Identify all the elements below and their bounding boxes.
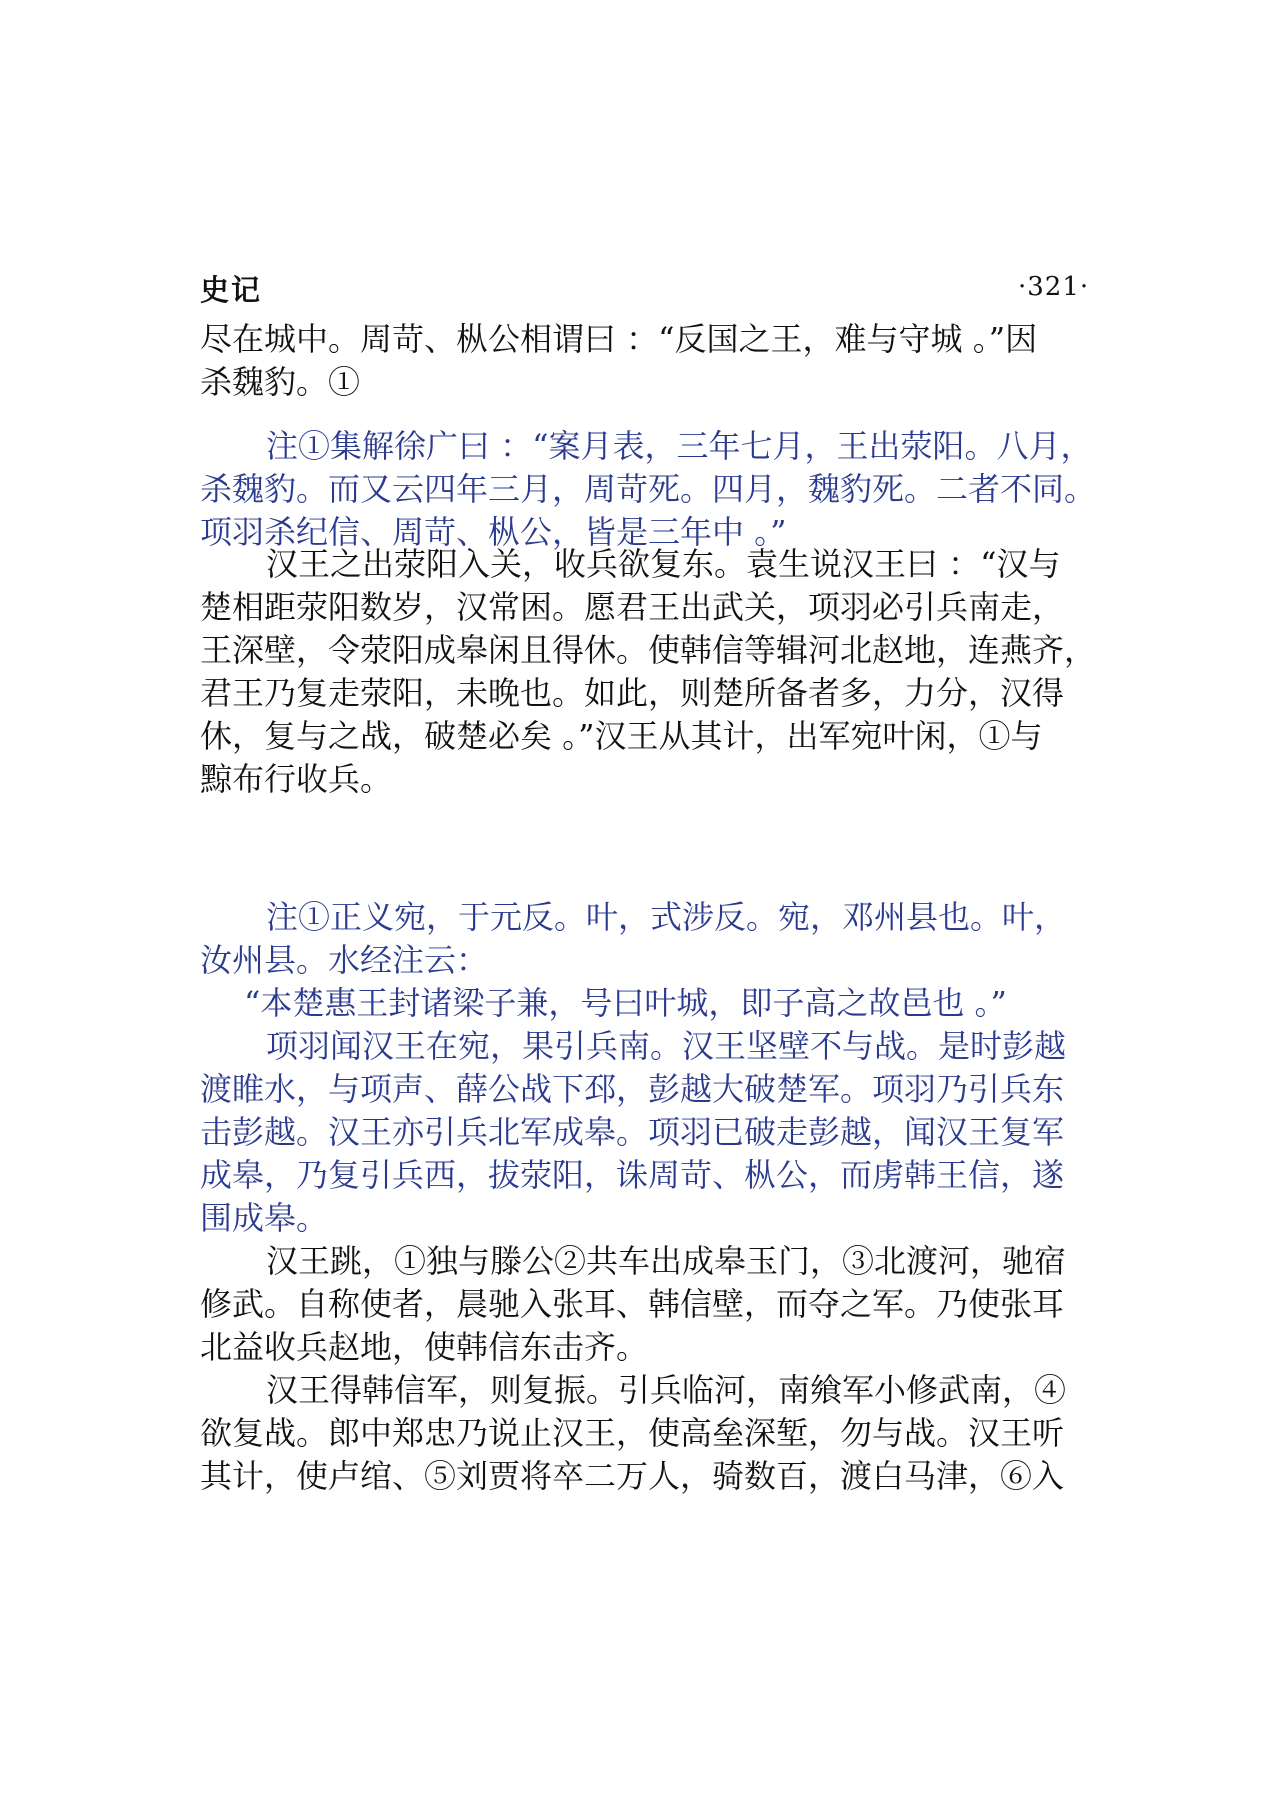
note-line: 注①正义宛，于元反。叶，式涉反。宛，邓州县也。叶， <box>266 898 1067 936</box>
note-paragraph-1 <box>200 425 1100 554</box>
text-line: 北益收兵赵地，使韩信东击齐。 <box>200 1328 649 1366</box>
text-line: 渡睢水，与项声、薛公战下邳，彭越大破楚军。项羽乃引兵东 <box>200 1070 1065 1108</box>
text-line: 项羽闻汉王在宛，果引兵南。汉王坚壁不与战。是时彭越 <box>266 1027 1067 1065</box>
paragraph-main-3 <box>200 1025 1100 1240</box>
note-line: 杀魏豹。而又云四年三月，周苛死。四月，魏豹死。二者不同。 <box>200 470 1097 508</box>
note-line: 注①集解徐广曰 ：“案月表，三年七月，王出荥阳。八月， <box>266 427 1093 465</box>
text-line: 王深壁，令荥阳成皋闲且得休。使韩信等辑河北赵地，连燕齐， <box>200 631 1097 669</box>
text-line: 击彭越。汉王亦引兵北军成皋。项羽已破走彭越，闻汉王复军 <box>200 1113 1065 1151</box>
text-line: 汉王得韩信军，则复振。引兵临河，南飨军小修武南，④ <box>266 1371 1067 1409</box>
text-line: 汉王跳，①独与滕公②共车出成皋玉门，③北渡河，驰宿 <box>266 1242 1067 1280</box>
text-line: 杀魏豹。① <box>200 363 361 401</box>
paragraph-main-1 <box>200 318 1100 404</box>
paragraph-main-5 <box>200 1369 1100 1498</box>
note-line: “本楚惠王封诸梁子兼，号曰叶城，即子高之故邑也 。” <box>244 984 1007 1022</box>
text-line: 尽在城中。周苛、枞公相谓曰 ：“反国之王，难与守城 。”因 <box>200 320 1038 358</box>
paragraph-main-4 <box>200 1240 1100 1369</box>
text-line: 围成皋。 <box>200 1199 329 1237</box>
text-line: 汉王之出荥阳入关，收兵欲复东。袁生说汉王曰 ：“汉与 <box>266 545 1061 583</box>
text-line: 休，复与之战，破楚必矣 。”汉王从其计，出军宛叶闲，①与 <box>200 717 1043 755</box>
note-line: 汝州县。水经注云： <box>200 941 489 979</box>
text-line: 楚相距荥阳数岁，汉常困。愿君王出武关，项羽必引兵南走， <box>200 588 1065 626</box>
text-line: 欲复战。郎中郑忠乃说止汉王，使高垒深堑，勿与战。汉王听 <box>200 1414 1065 1452</box>
paragraph-main-2 <box>200 543 1100 801</box>
note-line: 项羽杀纪信、周苛、枞公，皆是三年中 。” <box>200 513 787 551</box>
page-number: ·321· <box>1018 272 1090 302</box>
text-line: 君王乃复走荥阳，未晚也。如此，则楚所备者多，力分，汉得 <box>200 674 1065 712</box>
text-line: 成皋，乃复引兵西，拔荥阳，诛周苛、枞公，而虏韩王信，遂 <box>200 1156 1065 1194</box>
text-line: 其计，使卢绾、⑤刘贾将卒二万人，骑数百，渡白马津，⑥入 <box>200 1457 1065 1495</box>
text-line: 黥布行收兵。 <box>200 760 393 798</box>
note-paragraph-2 <box>200 896 1100 1025</box>
text-line: 修武。自称使者，晨驰入张耳、韩信壁，而夺之军。乃使张耳 <box>200 1285 1065 1323</box>
book-title: 史记 <box>200 273 263 307</box>
